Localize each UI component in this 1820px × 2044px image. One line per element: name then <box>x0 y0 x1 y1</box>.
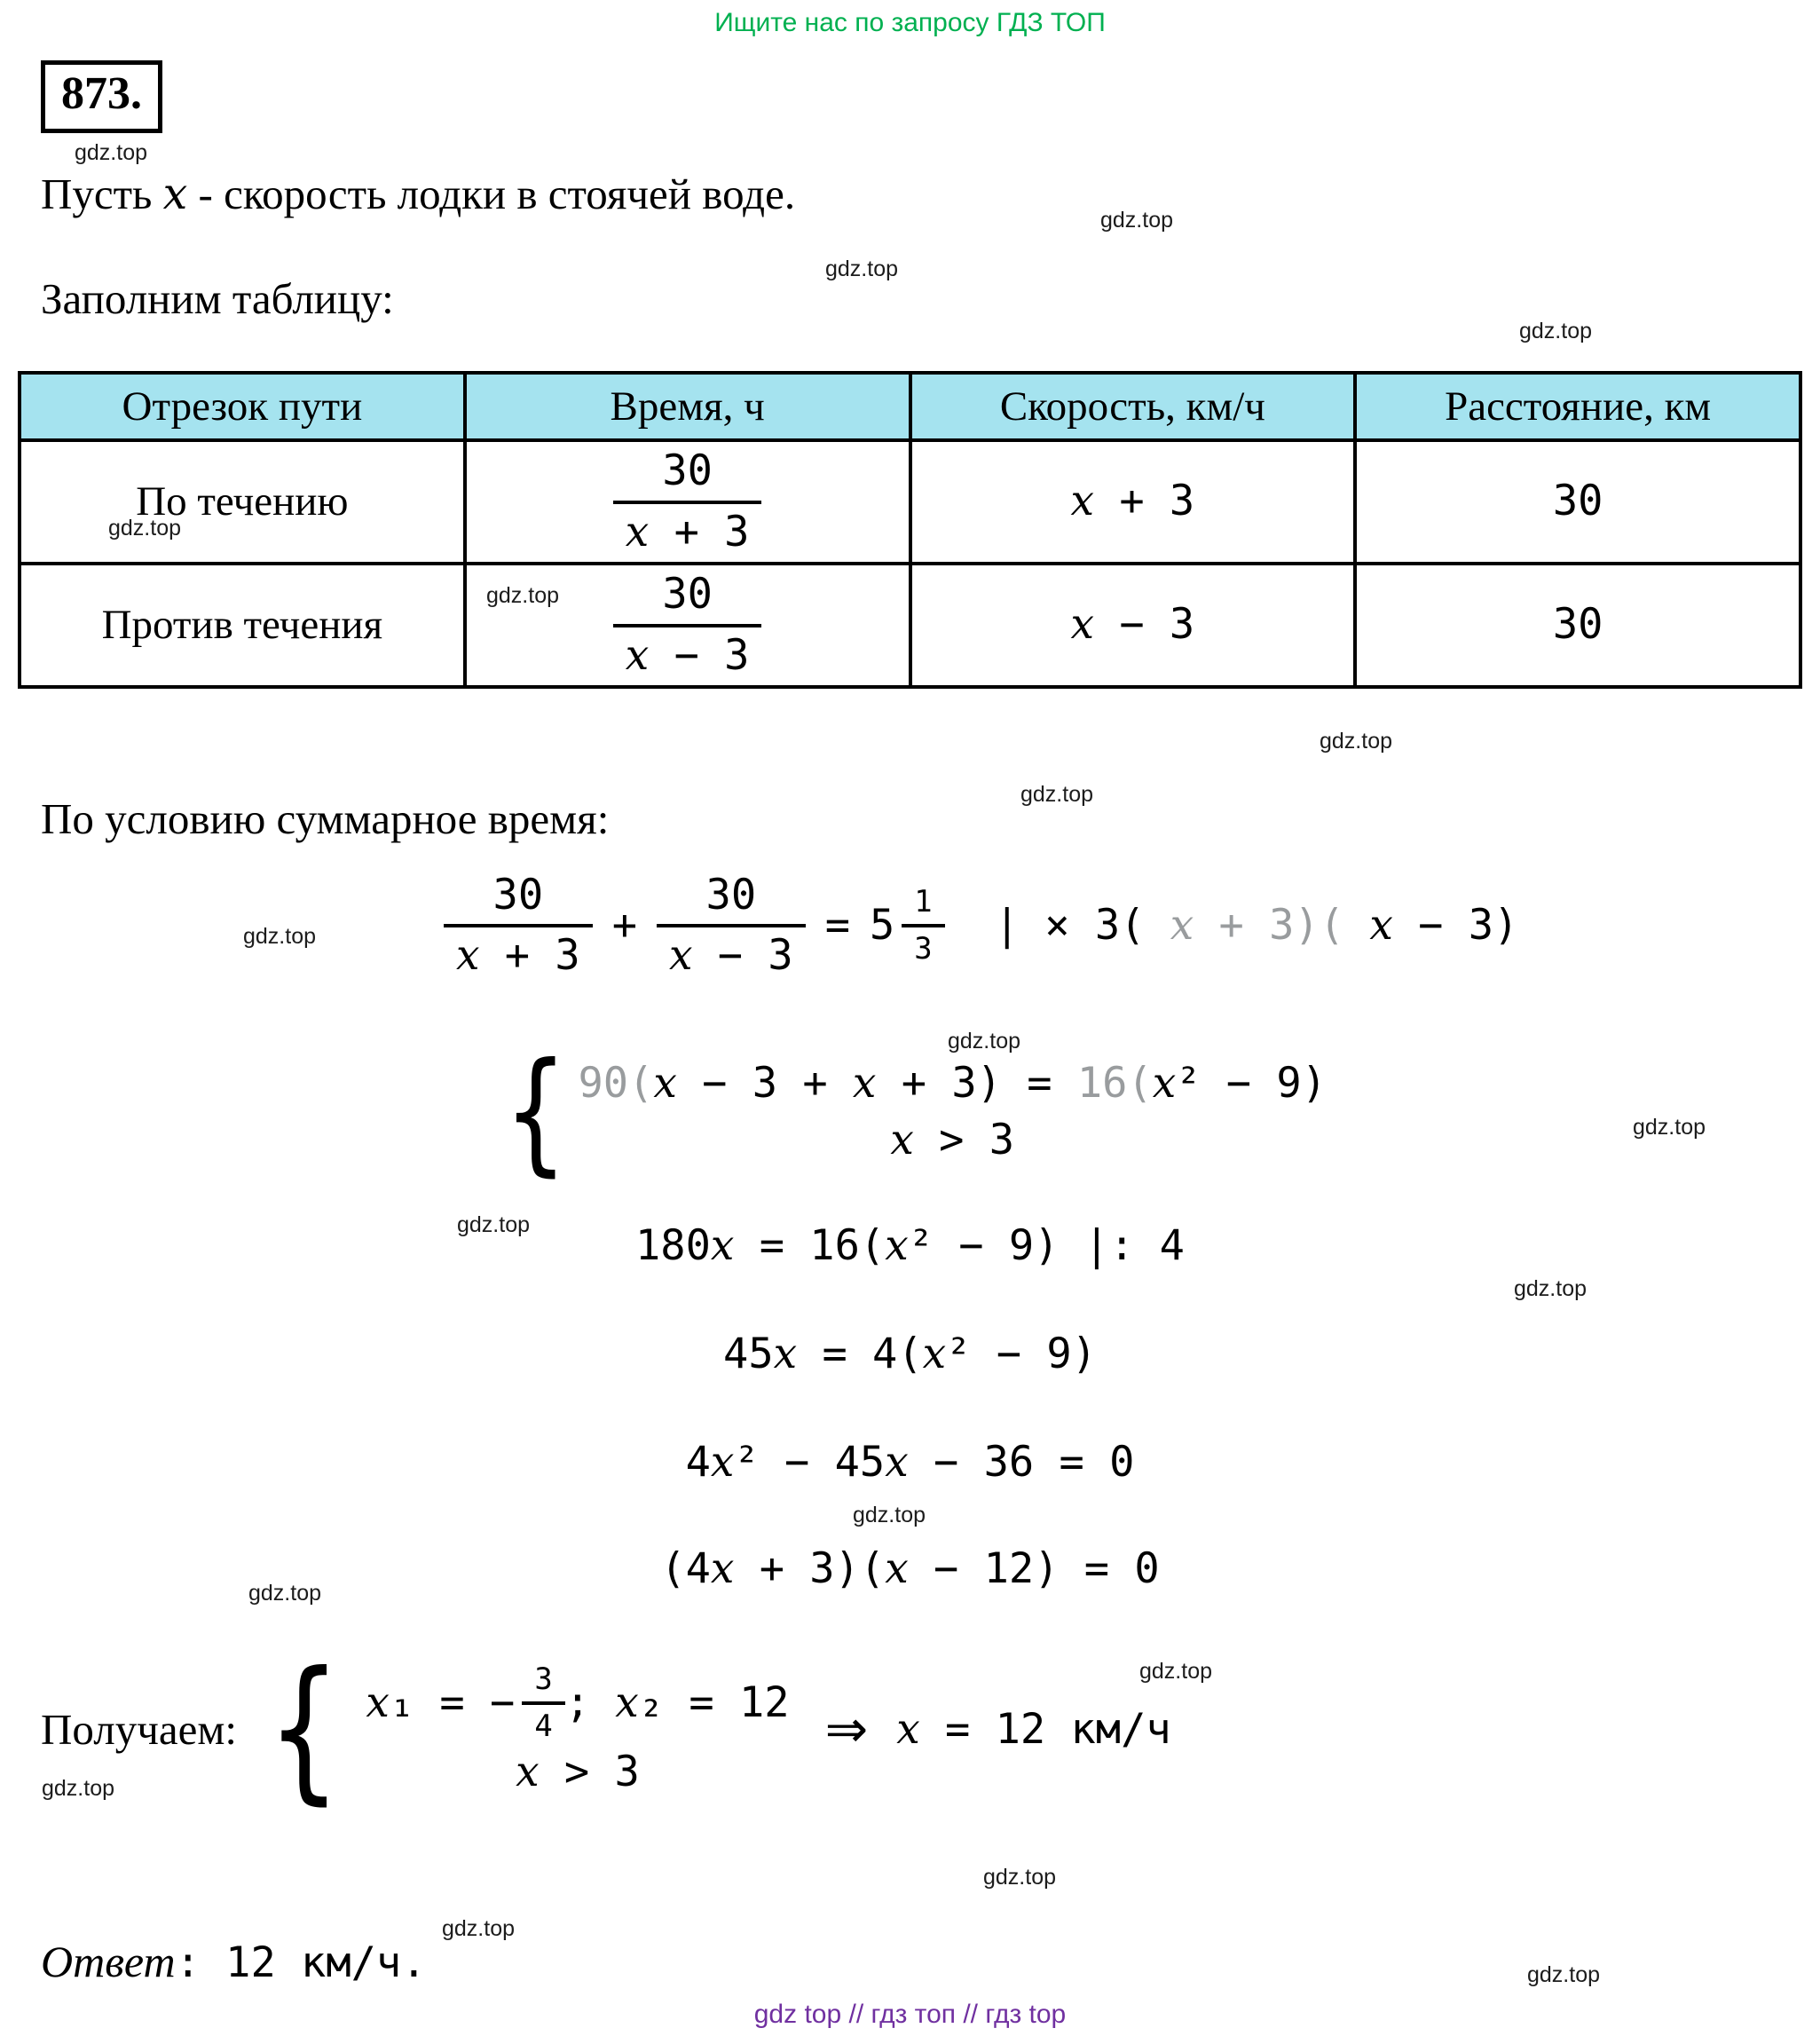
watermark: gdz.top <box>1514 1276 1588 1301</box>
intro-text: Пусть x - скорость лодки в стоячей воде. <box>41 169 796 219</box>
watermark: gdz.top <box>243 924 317 949</box>
watermark: gdz.top <box>1320 729 1393 754</box>
cell-time <box>465 440 910 564</box>
watermark: gdz.top <box>108 516 182 541</box>
equation-factored: (4x + 3)(x − 12) = 0 <box>660 1544 1160 1593</box>
fraction: $\frac{30}{x - 3}$ <box>613 571 762 679</box>
col-header-speed: Скорость, км/ч <box>910 373 1356 440</box>
fraction: $\frac{1}{3}$ <box>902 885 944 967</box>
cell-distance: 30 <box>1355 440 1800 564</box>
table-intro-text: Заполним таблицу: <box>41 274 394 323</box>
system-brace: { <box>503 1035 568 1189</box>
roots-line: x₁ = − $\frac{3}{4}$ ; x₂ = 12 <box>366 1661 790 1743</box>
watermark: gdz.top <box>42 1776 115 1801</box>
result-brace: { <box>266 1639 342 1819</box>
cell-speed: x − 3 <box>910 564 1356 687</box>
mixed-number: 5 $\frac{1}{3}$ <box>870 885 945 967</box>
result-lines <box>366 1662 789 1797</box>
watermark: gdz.top <box>1139 1659 1213 1684</box>
watermark: gdz.top <box>75 140 148 165</box>
equation-180x: 180x = 16(x² − 9) |: 4 <box>635 1221 1185 1270</box>
system-line-2: x > 3 <box>890 1116 1015 1165</box>
constraint-line: x > 3 <box>516 1747 640 1796</box>
watermark: gdz.top <box>825 256 899 281</box>
answer-line <box>41 1935 427 1988</box>
watermark: gdz.top <box>457 1212 531 1237</box>
watermark: gdz.top <box>948 1029 1021 1054</box>
result-label: Получаем: <box>41 1704 237 1754</box>
fraction: $\frac{30}{x + 3}$ <box>613 447 762 556</box>
col-header-distance: Расстояние, км <box>1355 373 1800 440</box>
footer-links: gdz top // гдз топ // гдз top <box>753 2000 1067 2029</box>
conclusion: x = 12 км/ч <box>896 1704 1171 1754</box>
multiply-note: | × 3( x + 3)( x − 3) <box>994 900 1519 950</box>
table-row <box>20 440 1800 564</box>
distance-table <box>18 371 1802 689</box>
col-header-time: Время, ч <box>465 373 910 440</box>
cell-segment: По течению <box>20 440 465 564</box>
fraction: $\frac{30}{x - 3}$ <box>657 872 806 980</box>
implies-arrow: ⇒ <box>824 1699 869 1760</box>
answer-label: Ответ <box>41 1937 176 1986</box>
cell-distance: 30 <box>1355 564 1800 687</box>
table-row <box>20 564 1800 687</box>
equals-operator: = <box>824 900 850 950</box>
condition-text: По условию суммарное время: <box>41 794 610 843</box>
cell-segment: Против течения <box>20 564 465 687</box>
equation-45x: 45x = 4(x² − 9) <box>723 1330 1097 1378</box>
system-line-1: 90(x − 3 + x + 3) = 16(x² − 9) <box>578 1058 1327 1108</box>
table-header-row <box>20 373 1800 440</box>
watermark: gdz.top <box>486 583 560 608</box>
watermark: gdz.top <box>1020 782 1094 807</box>
watermark: gdz.top <box>853 1503 926 1527</box>
equation-quadratic: 4x² − 45x − 36 = 0 <box>685 1438 1135 1487</box>
result-block <box>41 1639 1171 1819</box>
watermark: gdz.top <box>1633 1115 1706 1140</box>
watermark: gdz.top <box>442 1916 516 1941</box>
watermark: gdz.top <box>248 1581 322 1606</box>
system-lines <box>578 1059 1327 1166</box>
watermark: gdz.top <box>1519 319 1593 343</box>
watermark: gdz.top <box>1100 208 1174 233</box>
watermark: gdz.top <box>983 1865 1057 1890</box>
fraction: $\frac{3}{4}$ <box>522 1662 564 1744</box>
answer-value: : 12 км/ч. <box>175 1938 427 1987</box>
cell-speed: x + 3 <box>910 440 1356 564</box>
col-header-segment: Отрезок пути <box>20 373 465 440</box>
promo-banner: Ищите нас по запросу ГДЗ ТОП <box>714 8 1106 37</box>
equation-sum <box>444 872 1518 980</box>
watermark: gdz.top <box>1527 1962 1601 1987</box>
problem-number-box: 873. <box>41 60 162 133</box>
plus-operator: + <box>611 900 637 950</box>
fraction: $\frac{30}{x + 3}$ <box>444 872 593 980</box>
